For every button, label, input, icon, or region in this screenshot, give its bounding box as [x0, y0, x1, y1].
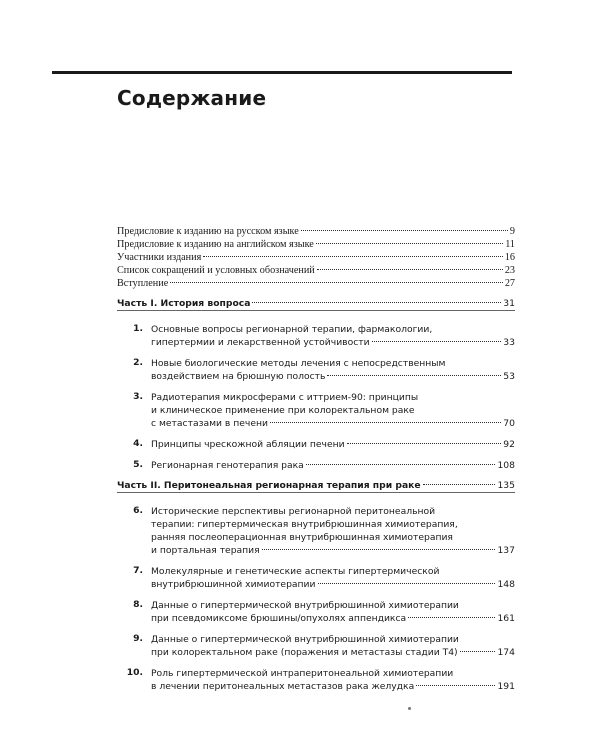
toc-entry-page: 23 [504, 265, 515, 276]
leader-dots [203, 256, 503, 257]
chapter-page: 53 [503, 371, 515, 382]
leader-dots [252, 302, 501, 303]
toc-part-2[interactable] [117, 479, 515, 497]
chapter-page: 148 [497, 579, 515, 590]
toc-entry-page: 16 [504, 252, 515, 263]
chapter-title-line: Новые биологические методы лечения с непосредственным [151, 358, 446, 369]
chapter-page: 174 [497, 647, 515, 658]
toc-entry-contributors[interactable] [117, 251, 515, 264]
leader-dots [423, 484, 496, 485]
toc-entry-title: Список сокращений и условных обозначений [117, 265, 315, 276]
toc-entry-introduction[interactable] [117, 277, 515, 290]
chapter-title-line: и клиническое применение при колоректальном раке [151, 405, 415, 416]
chapter-title-line: воздействием на брюшную полость [151, 371, 326, 382]
leader-dots [316, 243, 503, 244]
chapter-title-line: при колоректальном раке (поражения и метастазы стадии Т4) [151, 647, 458, 658]
toc-part-1[interactable] [117, 297, 515, 315]
chapter-title-line: Роль гипертермической интраперитонеальной химиотерапии [151, 668, 454, 679]
leader-dots [416, 685, 495, 686]
chapter-number: 1. [133, 323, 143, 334]
chapter-number: 3. [133, 391, 143, 402]
leader-dots [372, 341, 502, 342]
chapter-title-line: Радиотерапия микросферами с иттрием-90: принципы [151, 392, 419, 403]
chapter-title-line: гипертермии и лекарственной устойчивости [151, 337, 370, 348]
leader-dots [301, 230, 508, 231]
chapter-page: 33 [503, 337, 515, 348]
toc-chapter-6[interactable] [117, 505, 515, 557]
toc-entry-preface-ru[interactable] [117, 225, 515, 238]
chapter-number: 2. [133, 357, 143, 368]
toc-chapter-5[interactable] [117, 459, 515, 472]
leader-dots [262, 549, 496, 550]
chapter-number: 7. [133, 565, 143, 576]
toc-entry-title: Предисловие к изданию на английском языке [117, 239, 314, 250]
scan-speck [408, 707, 411, 710]
toc-part-title: Часть II. Перитонеальная регионарная терапия при раке [117, 480, 421, 491]
chapter-title-line: внутрибрюшинной химиотерапии [151, 579, 316, 590]
toc-part-page: 135 [497, 480, 515, 491]
leader-dots [347, 443, 502, 444]
toc-chapter-1[interactable] [117, 323, 515, 349]
leader-dots [460, 651, 496, 652]
toc-entry-title: Предисловие к изданию на русском языке [117, 226, 299, 237]
chapter-title-line: Молекулярные и генетические аспекты гипертермической [151, 566, 440, 577]
toc-part-page: 31 [503, 298, 515, 309]
toc-entry-title: Вступление [117, 278, 169, 289]
toc-chapter-4[interactable] [117, 438, 515, 451]
chapter-title-line: в лечении перитонеальных метастазов рака желудка [151, 681, 415, 692]
chapter-title-line: Данные о гипертермической внутрибрюшинной химиотерапии [151, 634, 459, 645]
leader-dots [318, 583, 496, 584]
toc-part-title: Часть I. История вопроса [117, 298, 251, 309]
chapter-number: 6. [133, 505, 143, 516]
toc-entry-page: 9 [509, 226, 515, 237]
chapter-title-line: Регионарная генотерапия рака [151, 460, 304, 471]
chapter-title-line: Принципы чрескожной абляции печени [151, 439, 345, 450]
chapter-number: 8. [133, 599, 143, 610]
chapter-number: 9. [133, 633, 143, 644]
toc-chapter-8[interactable] [117, 599, 515, 625]
leader-dots [317, 269, 503, 270]
toc-entry-page: 27 [504, 278, 515, 289]
toc-chapter-3[interactable] [117, 391, 515, 430]
chapter-number: 4. [133, 438, 143, 449]
leader-dots [170, 282, 503, 283]
toc-entry-page: 11 [505, 239, 515, 250]
chapter-page: 191 [497, 681, 515, 692]
chapter-title-line: ранняя послеоперационная внутрибрюшинная химиотерапия [151, 532, 453, 543]
chapter-number: 5. [133, 459, 143, 470]
chapter-page: 70 [503, 418, 515, 429]
chapter-title-line: при псевдомиксоме брюшины/опухолях аппендикса [151, 613, 407, 624]
toc-entry-title: Участники издания [117, 252, 202, 263]
leader-dots [408, 617, 495, 618]
toc-chapter-9[interactable] [117, 633, 515, 659]
toc-chapter-2[interactable] [117, 357, 515, 383]
toc-entry-preface-en[interactable] [117, 238, 515, 251]
chapter-page: 92 [503, 439, 515, 450]
toc-chapter-10[interactable] [117, 667, 515, 693]
chapter-title-line: и портальная терапия [151, 545, 260, 556]
page-title: Содержание [117, 86, 267, 110]
table-of-contents [117, 225, 515, 693]
leader-dots [270, 422, 501, 423]
chapter-page: 108 [497, 460, 515, 471]
leader-dots [327, 375, 501, 376]
top-rule [52, 71, 512, 74]
toc-entry-abbreviations[interactable] [117, 264, 515, 277]
chapter-page: 161 [497, 613, 515, 624]
toc-chapter-7[interactable] [117, 565, 515, 591]
chapter-title-line: Исторические перспективы регионарной перитонеальной [151, 506, 436, 517]
chapter-title-line: Данные о гипертермической внутрибрюшинной химиотерапии [151, 600, 459, 611]
chapter-title-line: терапии: гипертермическая внутрибрюшинная химиотерапия, [151, 519, 458, 530]
leader-dots [306, 464, 496, 465]
chapter-title-line: Основные вопросы регионарной терапии, фармакологии, [151, 324, 433, 335]
chapter-title-line: с метастазами в печени [151, 418, 268, 429]
chapter-number: 10. [126, 667, 143, 678]
chapter-page: 137 [497, 545, 515, 556]
